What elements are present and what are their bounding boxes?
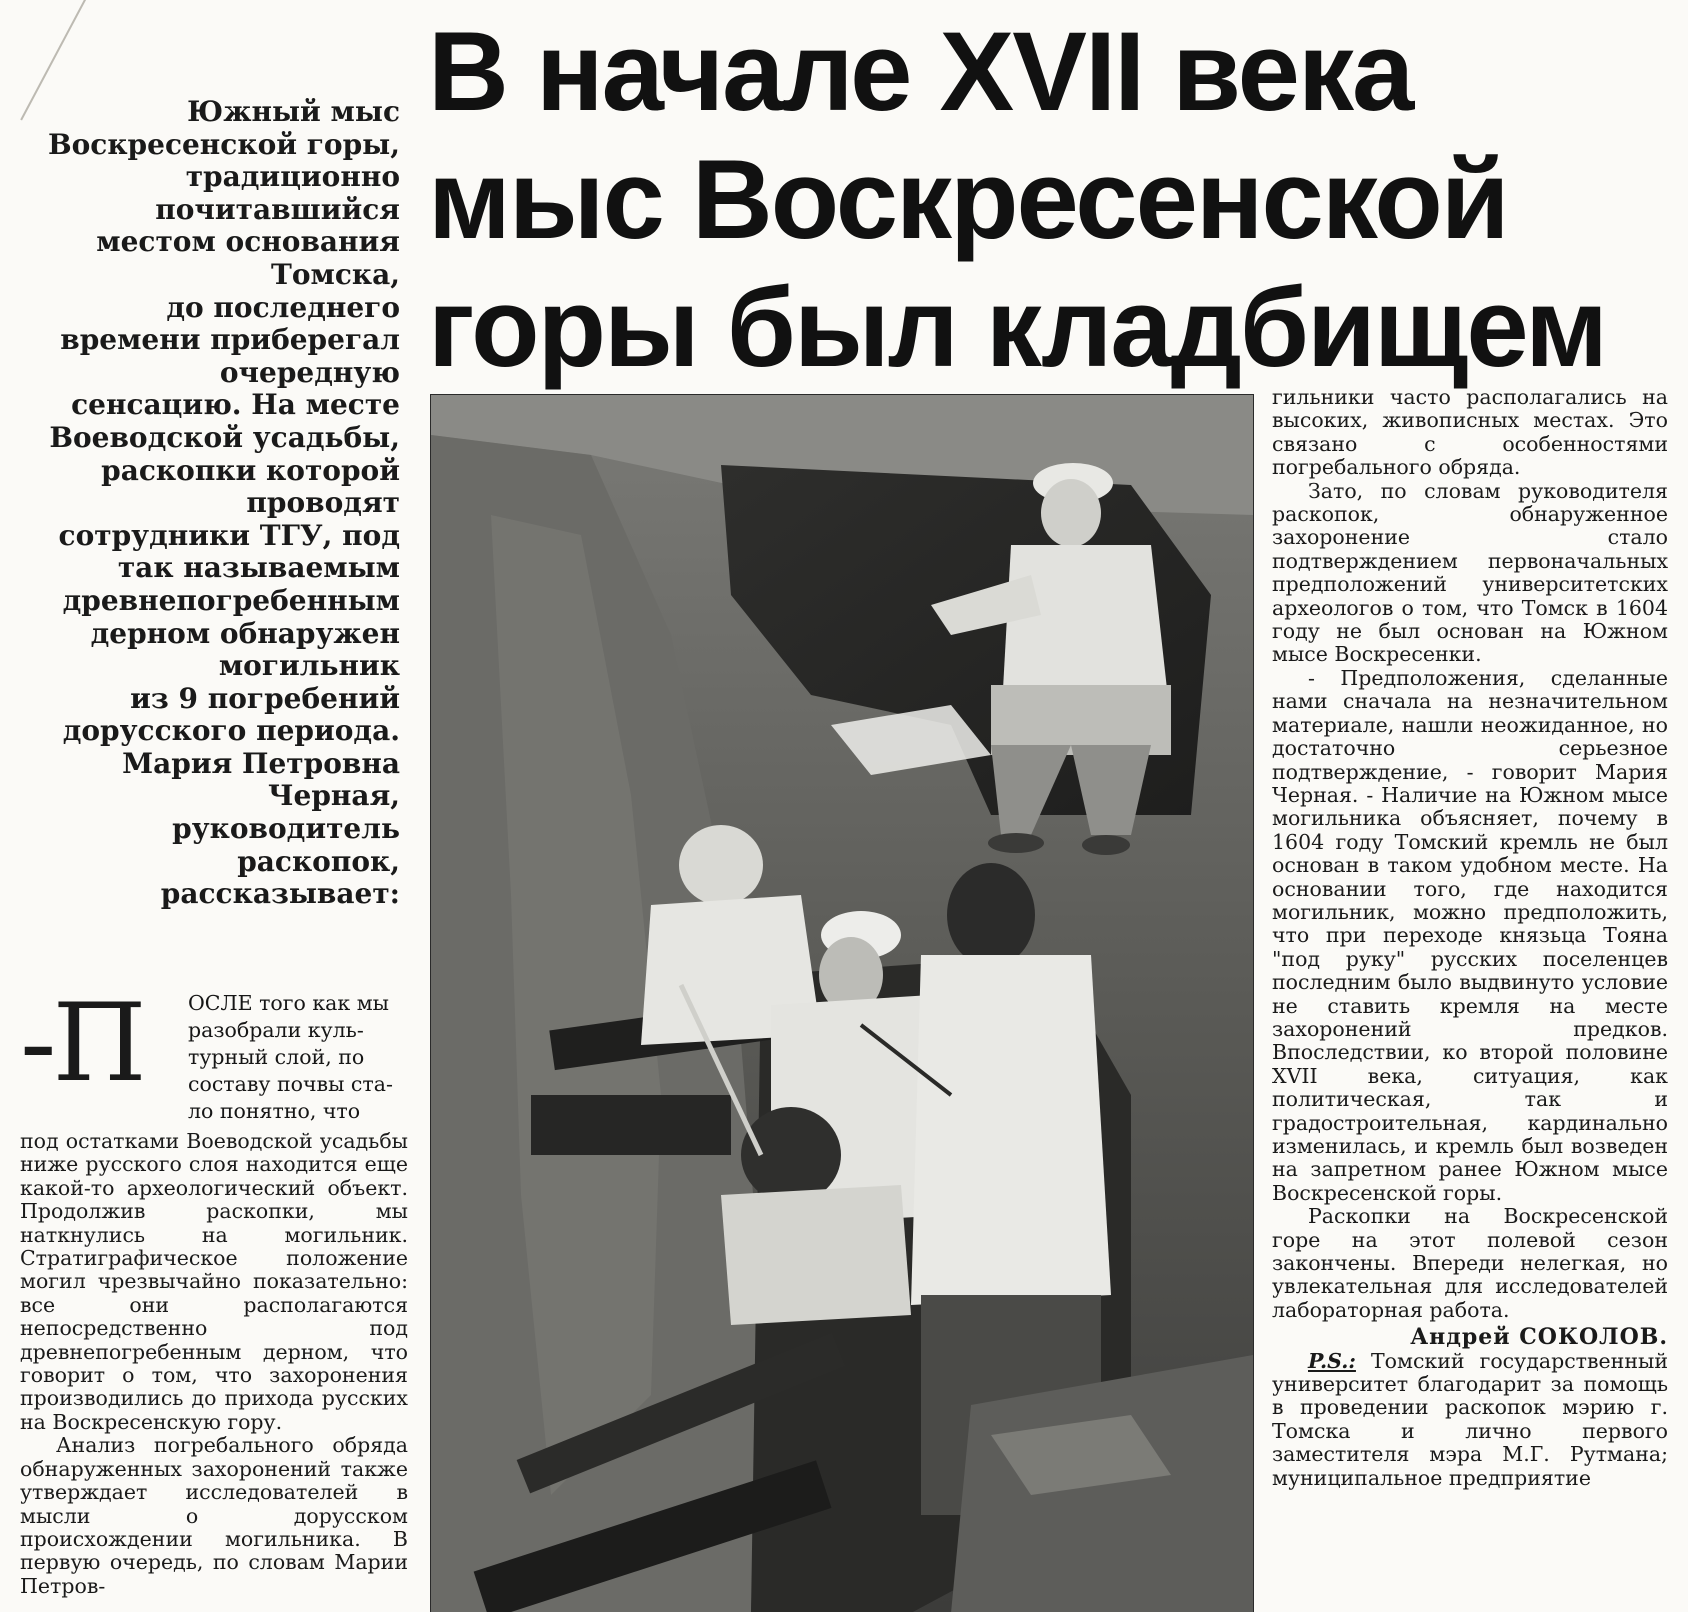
lead-line: раскопки которой xyxy=(101,453,400,487)
lead-line: из 9 погребений xyxy=(130,681,400,715)
body-line: разобрали куль- xyxy=(188,1018,364,1042)
postscript-label: P.S.: xyxy=(1308,1348,1356,1373)
author-signature: Андрей СОКОЛОВ. xyxy=(1410,1324,1668,1351)
body-line: турный слой, по xyxy=(188,1045,365,1069)
lead-line: древнепогребенным xyxy=(62,583,400,617)
lead-line: рассказывает: xyxy=(160,877,400,911)
lead-line: традиционно xyxy=(185,160,400,194)
excavation-photo-image xyxy=(431,395,1253,1612)
lead-line: Мария Петровна xyxy=(122,746,400,780)
headline-line: мыс Воскресенской xyxy=(428,137,1508,262)
right-body-column xyxy=(1272,386,1668,1490)
body-paragraph: Раскопки на Воскресенской горе на этот полевой сезон закончены. Впереди нелегкая, но увлекательная для исследователей лабораторная работа. xyxy=(1272,1204,1668,1322)
drop-cap: -П xyxy=(20,981,143,1106)
lead-line: сотрудники ТГУ, под xyxy=(58,518,400,552)
drop-cap-lines xyxy=(188,990,408,1125)
body-paragraph: Анализ погребального обряда обнаруженных захоронений также утверждает исследователей в мысли о дорусском происхождении могильника. В первую очередь, по словам Марии Петров- xyxy=(20,1433,408,1598)
headline-line: В начале XVII века xyxy=(428,9,1413,134)
body-paragraph: Зато, по словам руководителя раскопок, обнаруженное захоронение стало подтверждением первоначальных предположений университетских археологов о том, что Томск в 1604 году не был основан на Южном мысе Воскресенки. xyxy=(1272,478,1668,667)
excavation-photo xyxy=(430,394,1254,1612)
lead-line: раскопок, xyxy=(237,844,400,878)
body-paragraph: под остатками Воеводской усадьбы ниже русского слоя находится еще какой-то археологический объект. Продолжив раскопки, мы наткнулись на могильник. Стратиграфическое положение могил чрезвычайно показательно: все они располагаются непосредственно под древнепогребенным дерном, что говорит о том, что захоронения производились до прихода русских на Воскресенскую гору. xyxy=(20,1129,408,1434)
lead-line: дерном обнаружен xyxy=(90,616,400,650)
postscript xyxy=(1272,1350,1668,1490)
lead-line: почитавшийся xyxy=(155,192,400,226)
body-paragraph: гильники часто располагались на высоких, живописных местах. Это связано с особенностями погребального обряда. xyxy=(1272,385,1668,480)
lead-line: Томска, xyxy=(271,257,400,291)
lead-line: Воскресенской горы, xyxy=(47,127,400,161)
lead-line: руководитель xyxy=(172,812,400,846)
lead-line: Черная, xyxy=(267,779,400,813)
article-opening xyxy=(20,981,408,1123)
headline-line: горы был кладбищем xyxy=(428,265,1607,390)
lead-line: так называемым xyxy=(117,551,400,585)
body-line: ло понятно, что xyxy=(188,1099,361,1123)
lead-line: проводят xyxy=(246,486,400,520)
lead-line: Южный мыс xyxy=(187,95,400,128)
body-line: составу почвы ста- xyxy=(188,1072,393,1096)
postscript-text: Томский государственный университет благодарит за помощь в проведении раскопок мэрию г. Томска и лично первого заместителя мэра М.Г. Рутмана; муниципальное предприятие xyxy=(1272,1348,1668,1490)
lead-line: сенсацию. На месте xyxy=(71,388,400,422)
lead-line: могильник xyxy=(218,649,400,683)
body-line: ОСЛЕ того как мы xyxy=(188,991,389,1015)
lead-line: времени приберегал xyxy=(60,323,400,357)
lead-line: очередную xyxy=(219,355,400,389)
article-headline xyxy=(428,8,1668,392)
body-paragraph: - Предположения, сделанные нами сначала на незначительном материале, нашли неожиданное, но достаточно серьезное подтверждение, - говорит Мария Черная. - Наличие на Южном мысе могильника объясняет, почему в 1604 году Томский кремль не был основан в таком удобном месте. На основании того, где находится могильник, можно предположить, что при переходе князьца Тояна "под руку" русских поселенцев последним было выдвинуто условие не ставить кремля на месте захоронений предков. Впоследствии, ко второй половине XVII века, ситуация, как политическая, так и градостроительная, кардинально изменилась, и кремль был возведен на запретном ранее Южном мысе Воскресенской горы. xyxy=(1272,665,1668,1205)
lead-line: Воеводской усадьбы, xyxy=(49,420,400,454)
lead-line: местом основания xyxy=(96,225,400,259)
lead-line: до последнего xyxy=(166,290,400,324)
lead-line: дорусского периода. xyxy=(62,714,400,748)
left-body-column xyxy=(20,1130,408,1598)
article-lead xyxy=(18,96,400,911)
